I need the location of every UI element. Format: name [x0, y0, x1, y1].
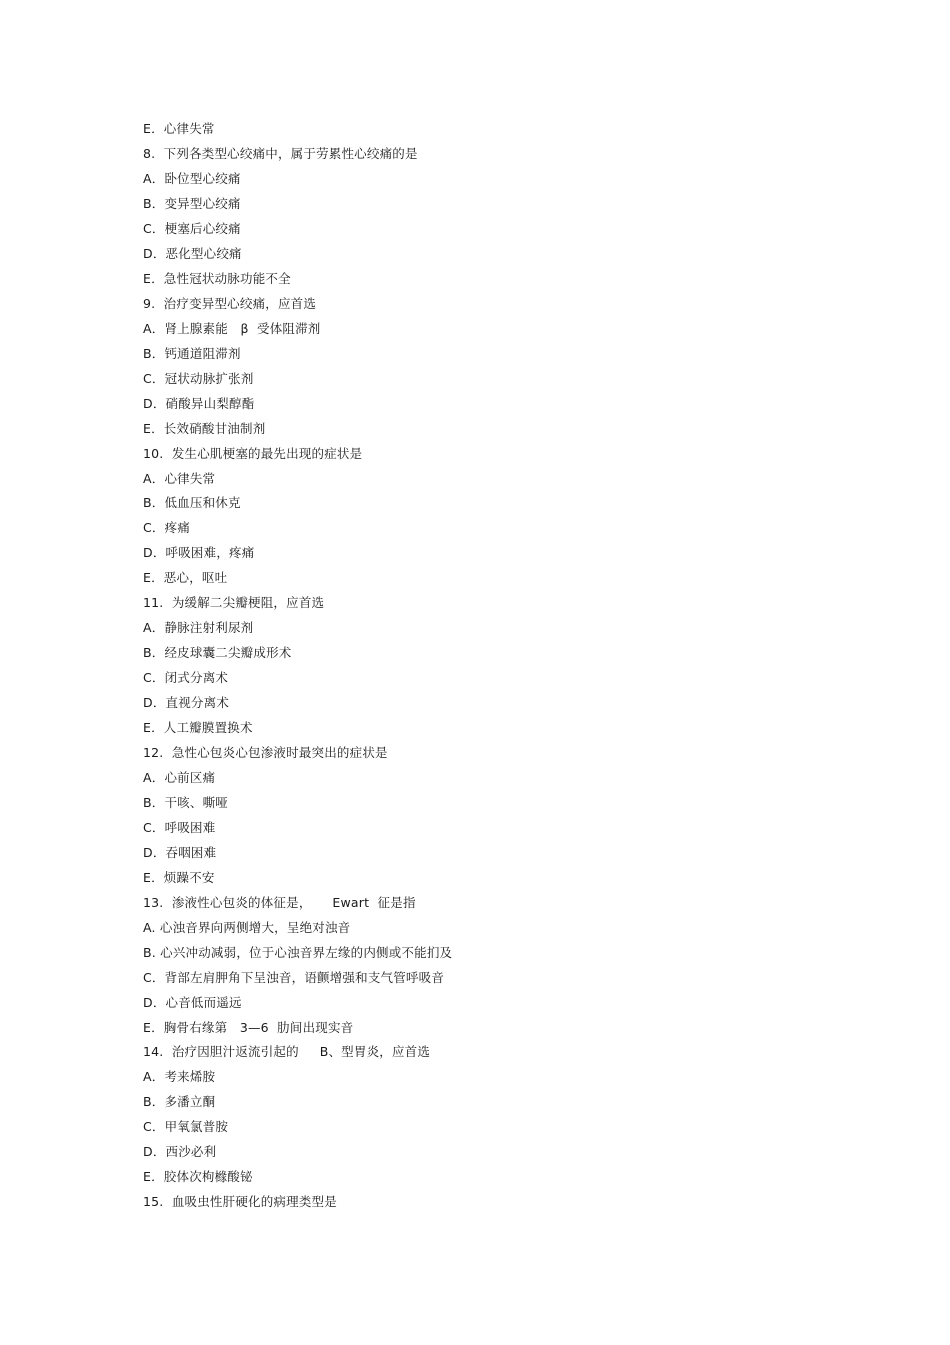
option-c-q13: C．背部左肩胛角下呈浊音，语颤增强和支气管呼吸音 — [143, 970, 445, 985]
option-d-q10: D．呼吸困难，疼痛 — [143, 545, 255, 560]
option-a-q11: A．静脉注射利尿剂 — [143, 620, 254, 635]
option-c-q11: C．闭式分离术 — [143, 670, 229, 685]
option-a-q8: A．卧位型心绞痛 — [143, 171, 241, 186]
option-b-q8: B．变异型心绞痛 — [143, 196, 241, 211]
question-10: 10. 发生心肌梗塞的最先出现的症状是 — [143, 446, 363, 461]
question-12: 12. 急性心包炎心包渗液时最突出的症状是 — [143, 745, 388, 760]
option-e-q13: E．胸骨右缘第 3—6 肋间出现实音 — [143, 1020, 354, 1035]
option-e-q7: E．心律失常 — [143, 121, 215, 136]
question-13: 13. 渗液性心包炎的体征是， Ewart 征是指 — [143, 895, 416, 910]
option-c-q9: C．冠状动脉扩张剂 — [143, 371, 254, 386]
option-d-q14: D．西沙必利 — [143, 1144, 217, 1159]
option-b-q9: B．钙通道阻滞剂 — [143, 346, 241, 361]
option-b-q12: B．干咳、嘶哑 — [143, 795, 228, 810]
option-d-q9: D．硝酸异山梨醇酯 — [143, 396, 255, 411]
option-b-q11: B．经皮球囊二尖瓣成形术 — [143, 645, 292, 660]
option-a-q12: A．心前区痛 — [143, 770, 216, 785]
option-d-q11: D．直视分离术 — [143, 695, 230, 710]
option-e-q11: E．人工瓣膜置换术 — [143, 720, 253, 735]
option-c-q8: C．梗塞后心绞痛 — [143, 221, 241, 236]
option-e-q10: E．恶心，呕吐 — [143, 570, 228, 585]
option-d-q8: D．恶化型心绞痛 — [143, 246, 242, 261]
option-d-q13: D．心音低而遥远 — [143, 995, 242, 1010]
question-8: 8. 下列各类型心绞痛中，属于劳累性心绞痛的是 — [143, 146, 418, 161]
option-c-q14: C．甲氧氯普胺 — [143, 1119, 229, 1134]
question-11: 11. 为缓解二尖瓣梗阻，应首选 — [143, 595, 325, 610]
question-14: 14. 治疗因胆汁返流引起的 B、型胃炎，应首选 — [143, 1044, 431, 1059]
option-e-q12: E．烦躁不安 — [143, 870, 215, 885]
question-15: 15. 血吸虫性肝硬化的病理类型是 — [143, 1194, 337, 1209]
option-e-q14: E．胶体次枸橼酸铋 — [143, 1169, 253, 1184]
option-a-q10: A．心律失常 — [143, 471, 216, 486]
option-b-q13: B. 心兴冲动减弱，位于心浊音界左缘的内侧或不能扪及 — [143, 945, 453, 960]
option-b-q14: B．多潘立酮 — [143, 1094, 216, 1109]
option-e-q8: E．急性冠状动脉功能不全 — [143, 271, 291, 286]
option-c-q10: C．疼痛 — [143, 520, 191, 535]
option-d-q12: D．吞咽困难 — [143, 845, 217, 860]
option-a-q13: A. 心浊音界向两侧增大，呈绝对浊音 — [143, 920, 351, 935]
option-a-q14: A．考来烯胺 — [143, 1069, 216, 1084]
option-a-q9: A．肾上腺素能 β 受体阻滞剂 — [143, 321, 321, 336]
question-9: 9. 治疗变异型心绞痛，应首选 — [143, 296, 317, 311]
option-e-q9: E．长效硝酸甘油制剂 — [143, 421, 266, 436]
option-c-q12: C．呼吸困难 — [143, 820, 216, 835]
option-b-q10: B．低血压和休克 — [143, 495, 241, 510]
